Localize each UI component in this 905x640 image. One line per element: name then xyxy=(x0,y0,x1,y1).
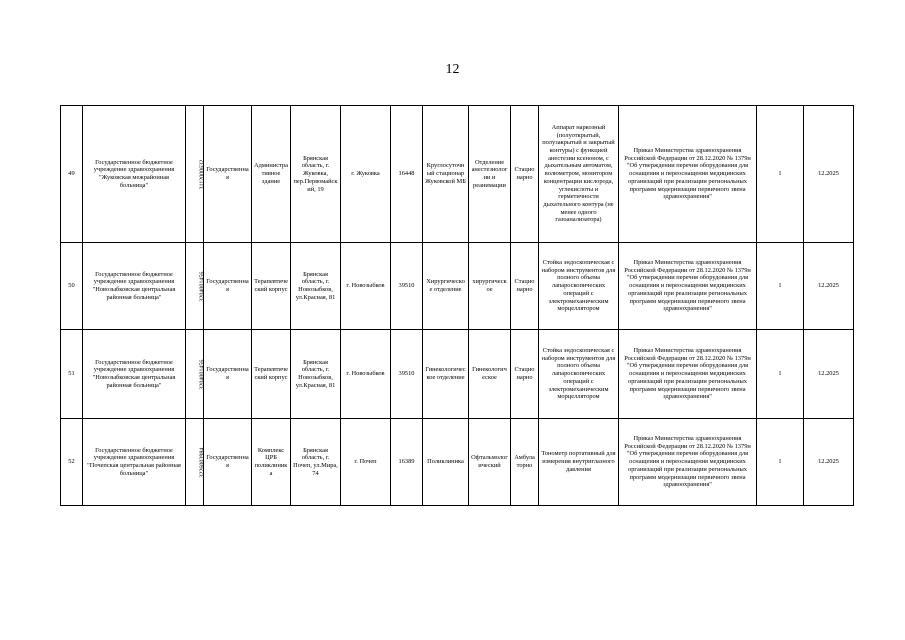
unit-profile: Отделение анестезиологии и реанимации xyxy=(469,106,511,243)
organization-name: Государственное бюджетное учреждение здравоохранения "Новозыбковская центральная районная больница" xyxy=(83,243,186,330)
address: Брянская область, г. Новозыбков, ул.Красная, 81 xyxy=(291,330,341,419)
building-name: Административное здание xyxy=(252,106,291,243)
regulation-order: Приказ Министерства здравоохранения Российской Федерации от 28.12.2020 № 1379н "Об утверждении перечня оборудования для оснащения и переоснащения медицинских организаций при реализации региональных программ модернизации первичного звена здравоохранения" xyxy=(619,243,757,330)
equipment-cell xyxy=(539,243,619,330)
row-number: 51 xyxy=(61,330,83,419)
inn-code: 3204001456 xyxy=(199,271,206,302)
city: г. Новозыбков xyxy=(341,330,391,419)
inn-cell xyxy=(186,330,204,419)
department: Круглосуточный стационар Жуковской МБ xyxy=(423,106,469,243)
locality-code: 39510 xyxy=(391,243,423,330)
equipment-cell xyxy=(539,330,619,419)
organization-name: Государственное бюджетное учреждение здравоохранения "Почепская центральная районная больница" xyxy=(83,419,186,506)
table-row xyxy=(61,106,854,243)
building-name: Комплекс ЦРБ поликлиника xyxy=(252,419,291,506)
building-name: Терапевтический корпус xyxy=(252,243,291,330)
department: Гинекологическое отделение xyxy=(423,330,469,419)
locality-code: 16448 xyxy=(391,106,423,243)
department: Хирургическое отделение xyxy=(423,243,469,330)
city: г. Жуковка xyxy=(341,106,391,243)
equipment-register-table xyxy=(60,105,854,506)
deadline-date: 12.2025 xyxy=(804,330,854,419)
equipment-name: Тонометр портативный для измерения внутриглазного давления xyxy=(541,450,616,473)
care-form: Стационарно xyxy=(511,243,539,330)
inn-code: 3204001456 xyxy=(199,359,206,390)
regulation-order: Приказ Министерства здравоохранения Российской Федерации от 28.12.2020 № 1379н "Об утверждении перечня оборудования для оснащения и переоснащения медицинских организаций при реализации региональных программ модернизации первичного звена здравоохранения" xyxy=(619,419,757,506)
care-form: Амбулаторно xyxy=(511,419,539,506)
locality-code: 16389 xyxy=(391,419,423,506)
table-row xyxy=(61,419,854,506)
regulation-order: Приказ Министерства здравоохранения Российской Федерации от 28.12.2020 № 1379н "Об утверждении перечня оборудования для оснащения и переоснащения медицинских организаций при реализации региональных программ модернизации первичного звена здравоохранения" xyxy=(619,330,757,419)
table-row xyxy=(61,243,854,330)
equipment-name: Аппарат наркозный (полуоткрытый, полузакрытый и закрытый контуры) с функцией анестезии ксеноном, с дыхательным автоматом, волюметром, монитором концентрации кислорода, углекислоты и герметичности дыхательного контура (не менее одного газоанализатора) xyxy=(542,124,615,224)
deadline-date: 12.2025 xyxy=(804,106,854,243)
address: Брянская область, г. Почеп, ул.Мира, 74 xyxy=(291,419,341,506)
inn-cell xyxy=(186,419,204,506)
ownership-type: Государственная xyxy=(204,243,252,330)
city: г. Почеп xyxy=(341,419,391,506)
quantity: 1 xyxy=(757,330,804,419)
equipment-cell xyxy=(539,106,619,243)
department: Поликлиника xyxy=(423,419,469,506)
table-row xyxy=(61,330,854,419)
row-number: 52 xyxy=(61,419,83,506)
unit-profile: Гинекологическое xyxy=(469,330,511,419)
unit-profile: хирургическое xyxy=(469,243,511,330)
inn-code: 3226003984 xyxy=(199,447,206,478)
ownership-type: Государственная xyxy=(204,106,252,243)
deadline-date: 12.2025 xyxy=(804,243,854,330)
unit-profile: Офтальмологический xyxy=(469,419,511,506)
quantity: 1 xyxy=(757,243,804,330)
inn-cell xyxy=(186,106,204,243)
equipment-cell xyxy=(539,419,619,506)
inn-cell xyxy=(186,243,204,330)
organization-name: Государственное бюджетное учреждение здравоохранения "Жуковская межрайонная больница" xyxy=(83,106,186,243)
quantity: 1 xyxy=(757,106,804,243)
building-name: Терапевтический корпус xyxy=(252,330,291,419)
address: Брянская область, г. Жуковка, пер.Первомайский, 19 xyxy=(291,106,341,243)
organization-name: Государственное бюджетное учреждение здравоохранения "Новозыбковская центральная районная больница" xyxy=(83,330,186,419)
ownership-type: Государственная xyxy=(204,419,252,506)
ownership-type: Государственная xyxy=(204,330,252,419)
inn-code: 3112000632 xyxy=(199,159,206,190)
care-form: Стационарно xyxy=(511,106,539,243)
address: Брянская область, г. Новозыбков, ул.Красная, 81 xyxy=(291,243,341,330)
equipment-name: Стойка эндоскопическая с набором инструментов для полного объема лапароскопических операций с электромеханическим морцеллятором xyxy=(541,347,616,401)
regulation-order: Приказ Министерства здравоохранения Российской Федерации от 28.12.2020 № 1379н "Об утверждении перечня оборудования для оснащения и переоснащения медицинских организаций при реализации региональных программ модернизации первичного звена здравоохранения" xyxy=(619,106,757,243)
row-number: 49 xyxy=(61,106,83,243)
city: г. Новозыбков xyxy=(341,243,391,330)
page-number: 12 xyxy=(445,62,460,77)
row-number: 50 xyxy=(61,243,83,330)
locality-code: 39510 xyxy=(391,330,423,419)
care-form: Стационарно xyxy=(511,330,539,419)
deadline-date: 12.2025 xyxy=(804,419,854,506)
equipment-name: Стойка эндоскопическая с набором инструментов для полного объема лапароскопических операций с электромеханическим морцеллятором xyxy=(541,259,616,313)
quantity: 1 xyxy=(757,419,804,506)
